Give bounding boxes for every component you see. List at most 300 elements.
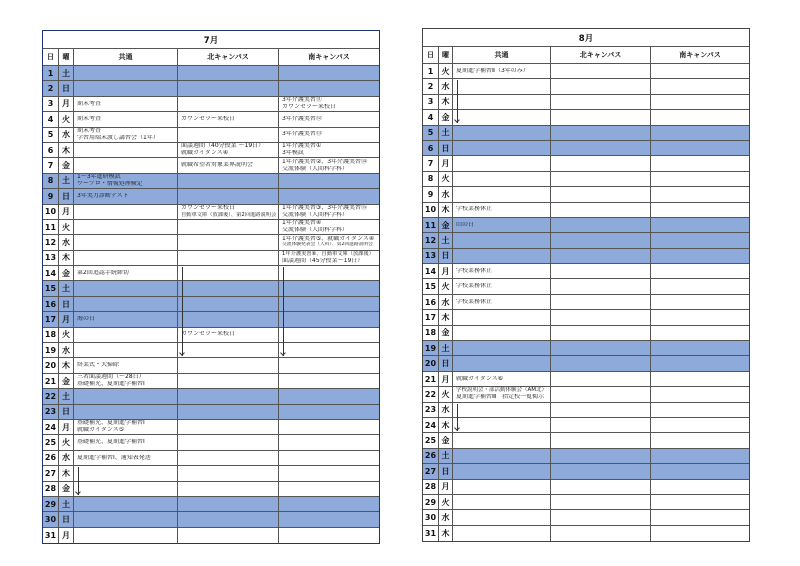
event-text: 学校業務休止 [456,298,493,305]
weekday: 火 [59,435,74,450]
event-text: 3年介護実習⑬ [282,131,322,138]
calendar-row [43,343,379,358]
header-weekday: 曜 [439,47,453,64]
south-campus-cell [651,510,749,525]
south-campus-cell [651,187,749,202]
day-number: 16 [423,295,439,310]
weekday: 日 [59,512,74,527]
south-campus-cell [279,451,379,466]
event-text: 3年実力診断テスト [77,192,129,199]
event-text: 就職希望者対象業界説明会 [181,162,254,169]
day-number: 14 [423,264,439,279]
south-campus-cell [279,205,379,220]
day-number: 21 [423,372,439,387]
calendar-row [43,435,379,450]
event-text: 基礎補充、夏期進学補習Ⅰ [77,420,145,427]
event-text: 終業式・大掃除 [77,362,120,369]
north-campus-cell [551,495,651,510]
south-campus-cell [651,464,749,479]
calendar-row [43,328,379,343]
header-day: 日 [43,49,59,66]
weekday: 土 [439,341,453,356]
event-text: 1年介護実習⑥、自動車文庫（放課後） [282,250,375,257]
north-campus-cell [178,112,279,127]
holiday-row [43,174,379,189]
weekday: 木 [59,143,74,158]
north-campus-cell [178,312,279,327]
common-cell [453,341,551,356]
day-number: 28 [423,480,439,495]
event-text: 3年模試 [282,150,304,157]
event-text: 1年介護実習②、3年介護実習⑭ [282,158,368,165]
day-number: 9 [43,189,59,204]
weekday: 日 [59,297,74,312]
weekday: 木 [59,358,74,373]
north-campus-cell [178,297,279,312]
north-campus-cell [178,158,279,173]
north-campus-cell [551,264,651,279]
day-number: 4 [43,112,59,127]
weekday: 土 [59,497,74,512]
calendar-title: 7月 [43,31,379,49]
day-number: 23 [43,405,59,420]
weekday: 金 [59,158,74,173]
event-text: 基礎補充、夏期進学補習Ⅰ [77,381,145,387]
north-campus-cell [178,281,279,296]
day-number: 20 [423,356,439,371]
day-number: 15 [423,279,439,294]
north-campus-cell [178,128,279,143]
north-campus-cell [551,233,651,248]
event-text: 夏期進学補習Ⅲ 指定校一覧掲示 [456,394,545,401]
common-cell [453,172,551,187]
day-number: 21 [43,374,59,389]
south-campus-cell [279,66,379,81]
south-campus-cell [279,512,379,527]
calendar-row [423,526,749,541]
day-number: 14 [43,266,59,281]
north-campus-cell [551,64,651,79]
day-number: 16 [43,297,59,312]
calendar-row [43,358,379,373]
weekday: 日 [439,464,453,479]
common-cell [453,356,551,371]
north-campus-cell [178,451,279,466]
common-cell [74,435,178,450]
common-cell [74,466,178,481]
south-campus-cell [279,81,379,96]
common-cell [453,433,551,448]
south-campus-cell [279,466,379,481]
south-campus-cell [651,249,749,264]
weekday: 水 [439,295,453,310]
weekday: 土 [59,389,74,404]
common-cell [74,420,178,435]
calendar-row [43,451,379,466]
calendar-row [43,266,379,281]
north-campus-cell [551,141,651,156]
north-campus-cell [551,403,651,418]
day-number: 28 [43,482,59,497]
calendar-row [423,187,749,202]
north-campus-cell [551,110,651,125]
event-text: カウンセラー来校日 [181,331,236,338]
day-number: 23 [423,403,439,418]
day-number: 18 [43,328,59,343]
common-cell [453,310,551,325]
day-number: 8 [43,174,59,189]
event-text: 就職ガイダンス④ [181,150,229,157]
common-cell [74,266,178,281]
event-text: 山の日 [456,221,475,228]
north-campus-cell [178,81,279,96]
calendar-row [43,235,379,250]
august-calendar [422,28,750,542]
weekday: 土 [59,281,74,296]
common-cell [74,143,178,158]
event-text: 交流体験（人間科学科） [282,227,349,234]
holiday-row [43,189,379,204]
north-campus-cell [178,220,279,235]
day-number: 8 [423,172,439,187]
common-cell [453,110,551,125]
holiday-row [423,218,749,233]
common-cell [453,203,551,218]
day-number: 5 [423,126,439,141]
north-campus-cell [551,126,651,141]
weekday: 月 [439,156,453,171]
north-campus-cell [551,464,651,479]
south-campus-cell [279,158,379,173]
day-number: 24 [43,420,59,435]
weekday: 日 [439,356,453,371]
south-campus-cell [651,203,749,218]
day-number: 25 [423,433,439,448]
calendar-row [423,433,749,448]
day-number: 10 [423,203,439,218]
event-text: 3年介護実習⑫ [282,115,322,122]
weekday: 水 [439,79,453,94]
event-text: 夏期進学補習Ⅱ（3年のみ） [456,67,529,74]
common-cell [74,281,178,296]
day-number: 2 [423,79,439,94]
south-campus-cell [651,403,749,418]
header-north-campus: 北キャンパス [551,47,651,64]
weekday: 火 [59,112,74,127]
holiday-row [43,81,379,96]
weekday: 火 [439,495,453,510]
calendar-row [423,110,749,125]
weekday: 木 [59,466,74,481]
south-campus-cell [279,435,379,450]
north-campus-cell [551,356,651,371]
south-campus-cell [651,480,749,495]
south-campus-cell [279,266,379,281]
calendar-row [423,510,749,525]
south-campus-cell [651,79,749,94]
weekday: 日 [59,81,74,96]
weekday: 木 [439,203,453,218]
day-number: 1 [43,66,59,81]
weekday: 水 [59,128,74,143]
common-cell [453,79,551,94]
day-number: 13 [43,251,59,266]
south-campus-cell [651,387,749,402]
common-cell [453,249,551,264]
common-cell [453,279,551,294]
north-campus-cell [551,510,651,525]
north-campus-cell [551,187,651,202]
common-cell [74,251,178,266]
south-campus-cell [279,358,379,373]
weekday: 火 [439,172,453,187]
event-text: 1年介護実習④ [282,220,322,227]
calendar-row [423,95,749,110]
day-number: 17 [43,312,59,327]
event-text: 海の日 [77,315,96,322]
weekday: 月 [59,312,74,327]
event-text: 就職ガイダンス⑥ [456,375,504,382]
common-cell [74,389,178,404]
day-number: 11 [43,220,59,235]
common-cell [74,358,178,373]
common-cell [74,512,178,527]
south-campus-cell [651,64,749,79]
south-campus-cell [651,356,749,371]
header-south-campus: 南キャンパス [279,49,379,66]
weekday: 土 [439,233,453,248]
north-campus-cell [178,482,279,497]
weekday: 火 [439,64,453,79]
south-campus-cell [651,372,749,387]
day-number: 12 [43,235,59,250]
event-text: 学校業務休止 [456,206,493,213]
weekday: 金 [59,266,74,281]
weekday: 火 [439,279,453,294]
day-number: 18 [423,326,439,341]
day-number: 27 [423,464,439,479]
common-cell [74,97,178,112]
common-cell [74,158,178,173]
calendar-row [423,203,749,218]
calendar-row [43,97,379,112]
calendar-row [43,205,379,220]
calendar-row [43,482,379,497]
common-cell [453,218,551,233]
event-text: カウンセラー来校日 [181,115,236,122]
day-number: 20 [43,358,59,373]
north-campus-cell [551,372,651,387]
event-text: ワープロ・情報処理検定 [77,180,143,187]
day-number: 29 [43,497,59,512]
north-campus-cell [178,205,279,220]
north-campus-cell [178,405,279,420]
calendar-row [43,528,379,543]
event-text: 交流体験（人間科学科） [282,211,349,218]
north-campus-cell [178,466,279,481]
south-campus-cell [651,95,749,110]
common-cell [453,126,551,141]
south-campus-cell [651,433,749,448]
calendar-row [423,418,749,433]
north-campus-cell [178,435,279,450]
weekday: 月 [439,480,453,495]
north-campus-cell [551,449,651,464]
weekday: 金 [439,326,453,341]
weekday: 月 [59,528,74,543]
common-cell [74,189,178,204]
south-campus-cell [279,297,379,312]
north-campus-cell [551,203,651,218]
event-text: 1～3年進研模試 [77,174,121,181]
south-campus-cell [279,143,379,158]
day-number: 6 [43,143,59,158]
weekday: 火 [439,387,453,402]
north-campus-cell [551,387,651,402]
holiday-row [43,512,379,527]
south-campus-cell [279,497,379,512]
calendar-rows [423,64,749,541]
holiday-row [43,297,379,312]
south-campus-cell [651,449,749,464]
calendar-row [423,279,749,294]
day-number: 1 [423,64,439,79]
day-number: 31 [423,526,439,541]
weekday: 日 [439,249,453,264]
day-number: 24 [423,418,439,433]
weekday: 水 [439,510,453,525]
common-cell [453,510,551,525]
south-campus-cell [651,418,749,433]
north-campus-cell [178,512,279,527]
calendar-row [423,295,749,310]
calendar-row [43,143,379,158]
north-campus-cell [551,249,651,264]
common-cell [453,326,551,341]
weekday: 月 [59,97,74,112]
weekday: 木 [439,310,453,325]
common-cell [74,343,178,358]
event-text: 夏期進学補習Ⅰ、通知表発送 [77,454,151,461]
common-cell [453,187,551,202]
south-campus-cell [279,112,379,127]
day-number: 27 [43,466,59,481]
common-cell [453,372,551,387]
south-campus-cell [651,341,749,356]
event-text: 就職ガイダンス⑤ [77,427,125,434]
north-campus-cell [178,374,279,389]
common-cell [453,449,551,464]
event-text: 面談週間（40分授業 ～19日） [181,143,265,150]
calendar-row [43,158,379,173]
north-campus-cell [178,420,279,435]
weekday: 月 [59,420,74,435]
weekday: 水 [59,451,74,466]
header-day: 日 [423,47,439,64]
event-text: 第2回追認手続締切 [77,269,129,276]
common-cell [74,81,178,96]
header-weekday: 曜 [59,49,74,66]
north-campus-cell [551,156,651,171]
event-text: 面談週間（45分授業～19日） [282,257,364,264]
common-cell [74,528,178,543]
south-campus-cell [279,328,379,343]
common-cell [453,141,551,156]
event-text: 期末考査 [77,115,102,122]
weekday: 土 [59,174,74,189]
north-campus-cell [178,174,279,189]
common-cell [74,112,178,127]
weekday: 金 [59,374,74,389]
day-number: 10 [43,205,59,220]
north-campus-cell [551,310,651,325]
calendar-rows [43,66,379,543]
weekday: 月 [59,205,74,220]
common-cell [453,464,551,479]
weekday: 土 [59,66,74,81]
day-number: 17 [423,310,439,325]
event-text: 交流体験（人間科学科） [282,165,349,172]
north-campus-cell [551,295,651,310]
holiday-row [423,141,749,156]
weekday: 木 [439,526,453,541]
common-cell [74,205,178,220]
event-text: 学校説明会・部活動体験会（AM北） [456,387,548,394]
holiday-row [423,464,749,479]
weekday: 日 [439,141,453,156]
common-cell [453,233,551,248]
south-campus-cell [651,172,749,187]
south-campus-cell [651,218,749,233]
calendar-row [43,420,379,435]
weekday: 木 [439,418,453,433]
holiday-row [43,281,379,296]
south-campus-cell [651,495,749,510]
calendar-row [423,326,749,341]
day-number: 13 [423,249,439,264]
south-campus-cell [651,126,749,141]
holiday-row [43,405,379,420]
south-campus-cell [279,251,379,266]
header-north-campus: 北キャンパス [178,49,279,66]
calendar-row [43,251,379,266]
common-cell [74,482,178,497]
weekday: 月 [439,372,453,387]
weekday: 木 [439,95,453,110]
south-campus-cell [651,141,749,156]
south-campus-cell [651,279,749,294]
header-row [43,49,379,66]
header-row [423,47,749,64]
holiday-row [423,356,749,371]
common-cell [74,451,178,466]
event-text: 三者面談週間（～28日） [77,374,145,381]
day-number: 29 [423,495,439,510]
common-cell [74,235,178,250]
common-cell [453,418,551,433]
day-number: 22 [423,387,439,402]
south-campus-cell [279,97,379,112]
south-campus-cell [651,310,749,325]
calendar-row [423,64,749,79]
event-text: カウンセラー来校日 [282,103,337,110]
common-cell [74,128,178,143]
common-cell [453,64,551,79]
south-campus-cell [279,343,379,358]
calendar-row [423,403,749,418]
common-cell [453,264,551,279]
calendar-title: 8月 [423,29,749,47]
